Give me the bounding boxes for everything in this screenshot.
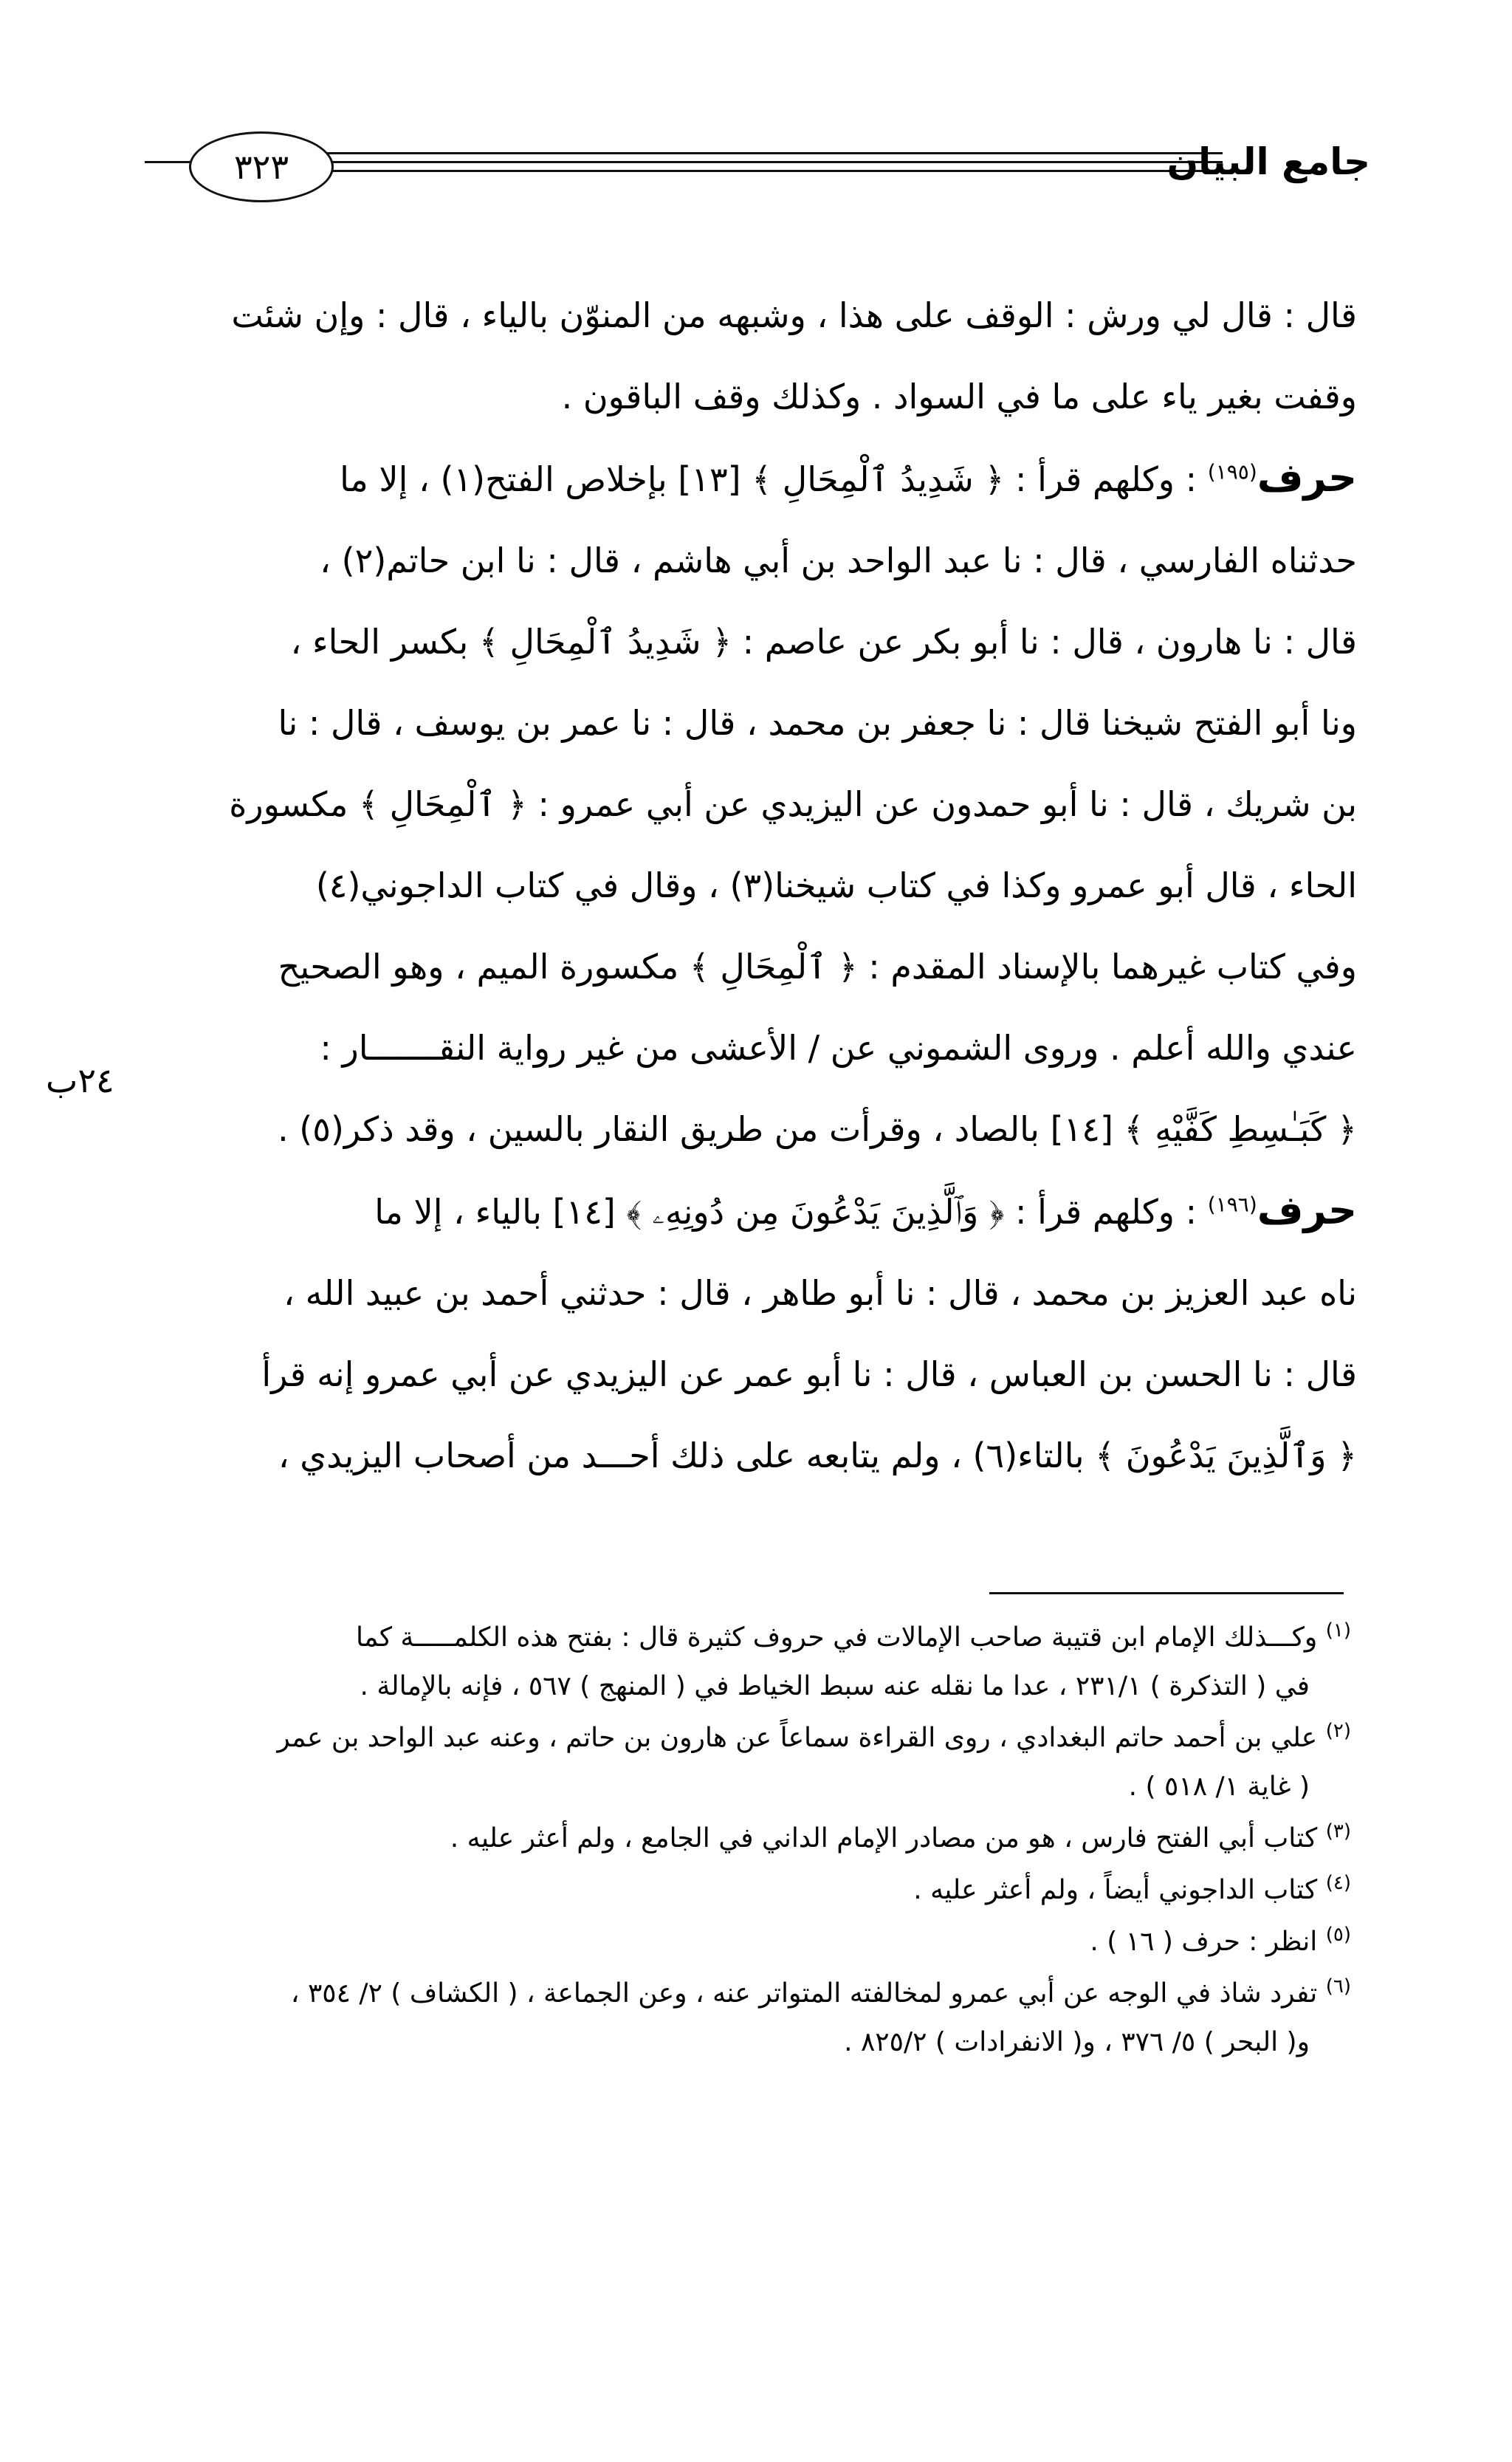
text-line: حدثناه الفارسي ، قال : نا عبد الواحد بن أبي هاشم ، قال : نا ابن حاتم(٢) ، bbox=[320, 541, 1357, 580]
text-line: عندي والله أعلم . وروى الشموني عن / الأعشى من غير رواية النقـــــــار : bbox=[320, 1028, 1357, 1068]
page-number: ٣٢٣ bbox=[189, 131, 334, 202]
text-line: قال : نا هارون ، قال : نا أبو بكر عن عاصم : ﴿ شَدِيدُ ٱلْمِحَالِ ﴾ بكسر الحاء ، bbox=[290, 622, 1357, 662]
footnote-number: (١) bbox=[1325, 1619, 1351, 1642]
text-line: وفي كتاب غيرهما بالإسناد المقدم : ﴿ ٱلْمِحَالِ ﴾ مكسورة الميم ، وهو الصحيح bbox=[278, 947, 1357, 987]
text-line: قال : قال لي ورش : الوقف على هذا ، وشبهه من المنوّن بالياء ، قال : وإن شئت bbox=[231, 295, 1357, 335]
footnote-6 bbox=[185, 1969, 1351, 2067]
footnote-number: (٤) bbox=[1325, 1872, 1351, 1894]
harf-label: حرف bbox=[1257, 1187, 1357, 1233]
header-rule-bottom bbox=[278, 170, 1223, 172]
footnote-number: (٣) bbox=[1325, 1820, 1351, 1842]
harf-label: حرف bbox=[1257, 454, 1357, 501]
footnote-line: في ( التذكرة ) ٢٣١/١ ، عدا ما نقله عنه سبط الخياط في ( المنهج ) ٥٦٧ ، فإنه بالإمالة . bbox=[360, 1671, 1310, 1701]
footnote-2 bbox=[185, 1714, 1351, 1811]
footnote-line: تفرد شاذ في الوجه عن أبي عمرو لمخالفته المتواتر عنه ، وعن الجماعة ، ( الكشاف ) ٢/ ٣٥٤ ، bbox=[290, 1978, 1318, 2009]
text-line: : وكلهم قرأ : ﴿ وَٱلَّذِينَ يَدْعُونَ مِن دُونِهِۦ ﴾ [١٤] بالياء ، إلا ما bbox=[374, 1192, 1197, 1232]
book-title: جامع البيان bbox=[1166, 140, 1370, 183]
text-line: بن شريك ، قال : نا أبو حمدون عن اليزيدي عن أبي عمرو : ﴿ ٱلْمِحَالِ ﴾ مكسورة bbox=[229, 784, 1357, 824]
main-text bbox=[176, 275, 1357, 1496]
text-line: ناه عبد العزيز بن محمد ، قال : نا أبو طاهر ، قال : حدثني أحمد بن عبيد الله ، bbox=[284, 1273, 1357, 1313]
paragraph-intro bbox=[176, 275, 1357, 437]
text-line: ﴿ كَبَـٰسِطِ كَفَّيْهِ ﴾ [١٤] بالصاد ، وقرأت من طريق النقار بالسين ، وقد ذكر(٥) . bbox=[278, 1109, 1357, 1149]
footnote-3 bbox=[185, 1814, 1351, 1863]
footnote-line: علي بن أحمد حاتم البغدادي ، روى القراءة سماعاً عن هارون بن حاتم ، وعنه عبد الواحد بن عمر bbox=[277, 1723, 1318, 1753]
footnote-5 bbox=[185, 1918, 1351, 1966]
header-rule-middle bbox=[278, 161, 1223, 163]
footnote-line: و( البحر ) ٥/ ٣٧٦ ، و( الانفرادات ) ٨٢٥/٢ . bbox=[844, 2027, 1310, 2057]
footnote-line: ( غاية ١/ ٥١٨ ) . bbox=[1128, 1772, 1310, 1802]
text-line: : وكلهم قرأ : ﴿ شَدِيدُ ٱلْمِحَالِ ﴾ [١٣] بإخلاص الفتح(١) ، إلا ما bbox=[340, 459, 1197, 499]
header-rule-top bbox=[278, 152, 1223, 154]
footnote-line: كتاب أبي الفتح فارس ، هو من مصادر الإمام الداني في الجامع ، ولم أعثر عليه . bbox=[450, 1823, 1318, 1854]
harf-number: (١٩٥) bbox=[1207, 459, 1257, 484]
page-header bbox=[145, 131, 1370, 213]
text-line: ﴿ وَٱلَّذِينَ يَدْعُونَ ﴾ بالتاء(٦) ، ولم يتابعه على ذلك أحـــد من أصحاب اليزيدي ، bbox=[278, 1436, 1357, 1475]
footnote-line: كتاب الداجوني أيضاً ، ولم أعثر عليه . bbox=[913, 1875, 1318, 1905]
text-line: وقفت بغير ياء على ما في السواد . وكذلك وقف الباقون . bbox=[561, 377, 1357, 416]
text-line: الحاء ، قال أبو عمرو وكذا في كتاب شيخنا(٣) ، وقال في كتاب الداجوني(٤) bbox=[315, 865, 1357, 905]
footnote-4 bbox=[185, 1866, 1351, 1915]
footnote-separator bbox=[989, 1592, 1344, 1594]
footnote-number: (٦) bbox=[1325, 1975, 1351, 1998]
paragraph-harf-195 bbox=[176, 437, 1357, 1170]
text-line: قال : نا الحسن بن العباس ، قال : نا أبو عمر عن اليزيدي عن أبي عمرو إنه قرأ bbox=[261, 1354, 1357, 1394]
footnote-number: (٢) bbox=[1325, 1720, 1351, 1742]
paragraph-harf-196 bbox=[176, 1170, 1357, 1496]
footnote-number: (٥) bbox=[1325, 1924, 1351, 1946]
footnote-line: انظر : حرف ( ١٦ ) . bbox=[1090, 1927, 1318, 1957]
margin-folio-note: ٢٤ب bbox=[46, 1060, 114, 1100]
text-line: ونا أبو الفتح شيخنا قال : نا جعفر بن محمد ، قال : نا عمر بن يوسف ، قال : نا bbox=[278, 703, 1357, 743]
footnotes bbox=[185, 1614, 1351, 2070]
footnote-line: وكـــذلك الإمام ابن قتيبة صاحب الإمالات في حروف كثيرة قال : بفتح هذه الكلمـــــة كما bbox=[356, 1622, 1318, 1653]
harf-number: (١٩٦) bbox=[1207, 1192, 1257, 1217]
footnote-1 bbox=[185, 1614, 1351, 1711]
